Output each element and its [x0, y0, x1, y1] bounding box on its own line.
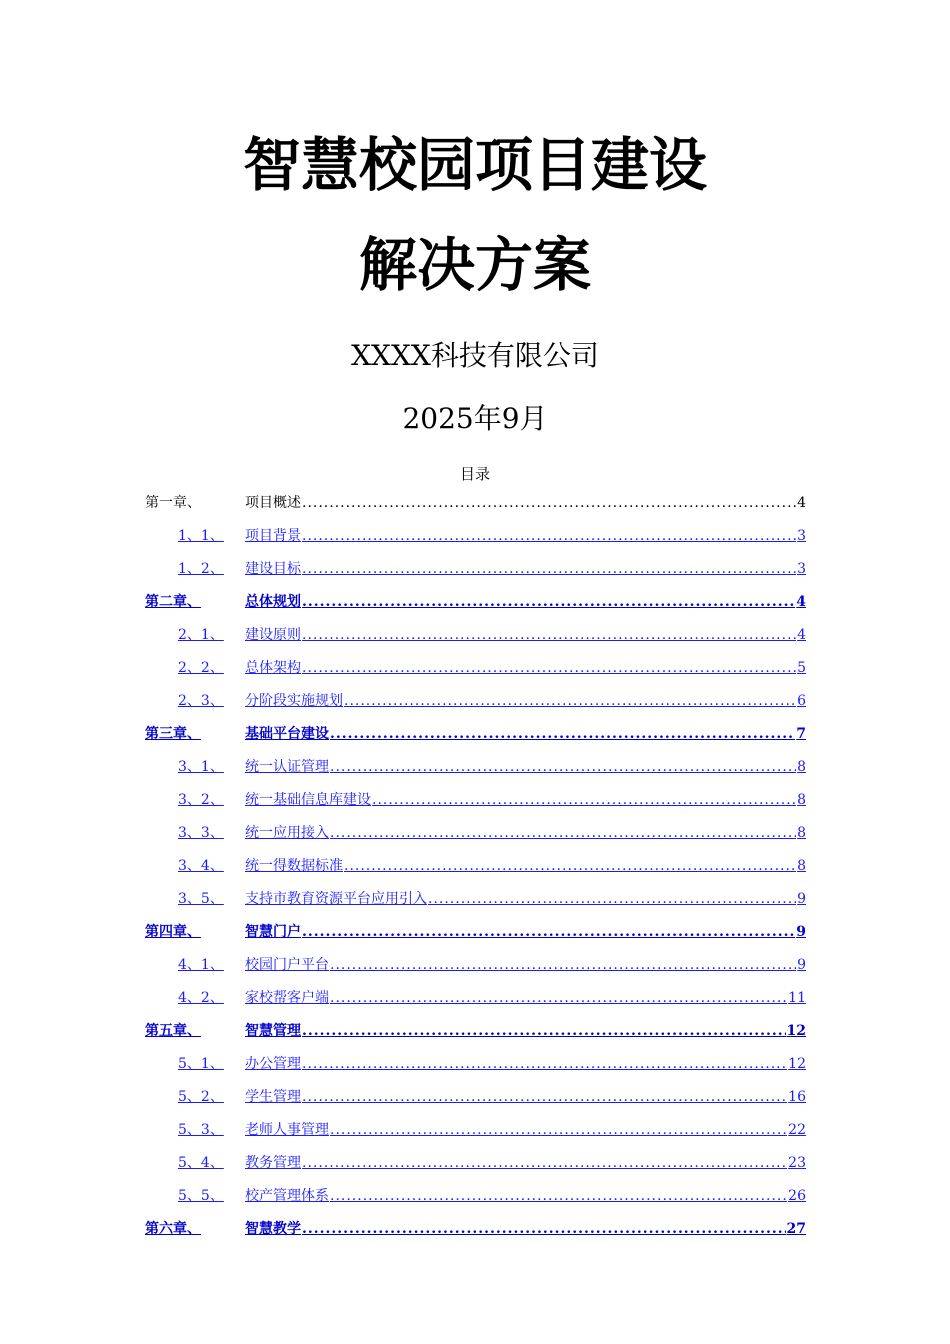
toc-entry-page-number: 6	[797, 693, 806, 709]
toc-section-entry[interactable]	[145, 782, 806, 815]
toc-entry-number: 第六章、	[145, 1221, 201, 1237]
toc-entry-link[interactable]	[178, 624, 806, 644]
toc-entry-page-number: 9	[797, 891, 806, 907]
toc-entry-title: 老师人事管理	[245, 1122, 329, 1138]
toc-dot-leader	[330, 1122, 787, 1138]
toc-entry-number: 2、3、	[178, 693, 224, 709]
toc-entry-page-number: 3	[797, 561, 806, 577]
toc-entry-title: 基础平台建设	[245, 726, 329, 742]
toc-entry-link[interactable]	[178, 690, 806, 710]
toc-section-entry[interactable]	[145, 749, 806, 782]
toc-entry-number: 第五章、	[145, 1023, 201, 1039]
toc-entry-page-number: 8	[797, 858, 806, 874]
toc-entry-number: 2、1、	[178, 627, 224, 643]
toc-entry-title: 统一认证管理	[245, 759, 329, 775]
toc-dot-leader	[330, 1188, 787, 1204]
toc-entry-title: 项目概述	[245, 495, 301, 511]
toc-entry-page-number: 8	[797, 759, 806, 775]
toc-entry-page-number: 12	[786, 1023, 806, 1039]
toc-dot-leader	[330, 759, 796, 775]
toc-chapter-entry	[145, 492, 806, 518]
toc-heading: 目录	[459, 465, 490, 483]
toc-entry-title: 建设目标	[245, 561, 301, 577]
toc-entry-page-number: 22	[788, 1122, 806, 1138]
toc-entry-number: 3、2、	[178, 792, 224, 808]
toc-entry-title: 家校帮客户端	[245, 990, 329, 1006]
toc-dot-leader	[302, 561, 796, 577]
toc-section-entry[interactable]	[145, 518, 806, 551]
toc-entry-title: 学生管理	[245, 1089, 301, 1105]
toc-entry-link[interactable]	[178, 855, 806, 875]
toc-entry-number: 第一章、	[145, 495, 201, 511]
toc-chapter-entry[interactable]	[145, 716, 806, 749]
toc-dot-leader	[302, 528, 796, 544]
toc-section-entry[interactable]	[145, 551, 806, 584]
toc-entry-page-number: 4	[797, 627, 806, 643]
toc-entry-number: 5、3、	[178, 1122, 224, 1138]
toc-dot-leader	[330, 726, 795, 742]
toc-section-entry[interactable]	[145, 1145, 806, 1178]
toc-entry-link[interactable]	[178, 1086, 806, 1106]
toc-entry-title: 智慧门户	[245, 924, 301, 940]
toc-section-entry[interactable]	[145, 980, 806, 1013]
toc-entry-title: 支持市教育资源平台应用引入	[245, 891, 427, 907]
toc-entry-link[interactable]	[178, 756, 806, 776]
toc-entry-title: 总体规划	[245, 594, 301, 610]
document-title-line-1: 智慧校园项目建设	[242, 131, 707, 199]
toc-section-entry[interactable]	[145, 1112, 806, 1145]
toc-entry-link[interactable]	[178, 1119, 806, 1139]
toc-entry-link[interactable]	[178, 558, 806, 578]
toc-entry-number: 1、2、	[178, 561, 224, 577]
toc-dot-leader	[302, 495, 796, 511]
toc-entry-link[interactable]	[145, 1020, 806, 1040]
toc-entry-number: 3、5、	[178, 891, 224, 907]
toc-entry-link[interactable]	[178, 657, 806, 677]
toc-dot-leader	[344, 693, 796, 709]
toc-entry-number: 4、2、	[178, 990, 224, 1006]
toc-dot-leader	[330, 990, 787, 1006]
toc-entry-page-number: 8	[797, 792, 806, 808]
toc-entry-title: 统一得数据标准	[245, 858, 343, 874]
toc-dot-leader	[302, 1155, 787, 1171]
toc-entry-link[interactable]	[178, 888, 806, 908]
toc-entry-title: 统一应用接入	[245, 825, 329, 841]
toc-dot-leader	[302, 627, 796, 643]
toc-dot-leader	[302, 1221, 786, 1237]
toc-section-entry[interactable]	[145, 1079, 806, 1112]
toc-dot-leader	[330, 825, 796, 841]
toc-dot-leader	[428, 891, 796, 907]
toc-dot-leader	[302, 1023, 786, 1039]
toc-entry-title: 项目背景	[245, 528, 301, 544]
toc-entry-title: 校园门户平台	[245, 957, 329, 973]
toc-section-entry[interactable]	[145, 617, 806, 650]
toc-entry-number: 第三章、	[145, 726, 201, 742]
toc-entry-number: 4、1、	[178, 957, 224, 973]
toc-entry-title: 智慧管理	[245, 1023, 301, 1039]
toc-chapter-entry[interactable]	[145, 584, 806, 617]
toc-section-entry[interactable]	[145, 815, 806, 848]
toc-entry-page-number: 4	[797, 495, 806, 511]
toc-dot-leader	[302, 1056, 787, 1072]
toc-entry-title: 总体架构	[245, 660, 301, 676]
toc-entry-page-number: 9	[797, 957, 806, 973]
toc-section-entry[interactable]	[145, 1178, 806, 1211]
toc-dot-leader	[302, 660, 796, 676]
toc-entry-page-number: 5	[797, 660, 806, 676]
toc-entry-page-number: 23	[788, 1155, 806, 1171]
toc-dot-leader	[302, 1089, 787, 1105]
toc-dot-leader	[372, 792, 796, 808]
toc-entry-number: 5、1、	[178, 1056, 224, 1072]
toc-dot-leader	[344, 858, 796, 874]
document-date: 2025年9月	[402, 402, 548, 435]
toc-entry-page-number: 7	[796, 726, 806, 742]
toc-dot-leader	[302, 594, 795, 610]
toc-entry-link[interactable]	[178, 1185, 806, 1205]
toc-entry-link[interactable]	[178, 1053, 806, 1073]
toc-entry-link[interactable]	[178, 789, 806, 809]
toc-entry-link[interactable]	[145, 1218, 806, 1238]
toc-entry-page-number: 12	[788, 1056, 806, 1072]
company-name: XXXX科技有限公司	[351, 339, 599, 372]
toc-entry-number: 2、2、	[178, 660, 224, 676]
document-title-line-2: 解决方案	[358, 231, 591, 299]
toc-entry-page-number: 27	[786, 1221, 806, 1237]
toc-entry-link	[145, 492, 806, 512]
toc-entry-link[interactable]	[145, 591, 806, 611]
toc-chapter-entry[interactable]	[145, 1211, 806, 1244]
toc-entry-number: 5、4、	[178, 1155, 224, 1171]
toc-dot-leader	[330, 957, 796, 973]
toc-entry-number: 第四章、	[145, 924, 201, 940]
toc-entry-page-number: 9	[796, 924, 806, 940]
toc-entry-number: 3、3、	[178, 825, 224, 841]
toc-entry-page-number: 11	[788, 990, 806, 1006]
toc-entry-number: 3、1、	[178, 759, 224, 775]
toc-entry-link[interactable]	[178, 822, 806, 842]
toc-entry-number: 第二章、	[145, 594, 201, 610]
toc-entry-page-number: 16	[788, 1089, 806, 1105]
toc-entry-link[interactable]	[178, 987, 806, 1007]
toc-entry-title: 智慧教学	[245, 1221, 301, 1237]
toc-entry-link[interactable]	[178, 1152, 806, 1172]
toc-entry-link[interactable]	[145, 921, 806, 941]
toc-section-entry[interactable]	[145, 848, 806, 881]
toc-chapter-entry[interactable]	[145, 914, 806, 947]
toc-section-entry[interactable]	[145, 650, 806, 683]
table-of-contents	[145, 492, 806, 1244]
toc-section-entry[interactable]	[145, 1046, 806, 1079]
toc-entry-number: 5、2、	[178, 1089, 224, 1105]
toc-entry-link[interactable]	[145, 723, 806, 743]
toc-section-entry[interactable]	[145, 881, 806, 914]
toc-entry-title: 校产管理体系	[245, 1188, 329, 1204]
toc-entry-link[interactable]	[178, 954, 806, 974]
toc-section-entry[interactable]	[145, 683, 806, 716]
toc-entry-link[interactable]	[178, 525, 806, 545]
toc-chapter-entry[interactable]	[145, 1013, 806, 1046]
toc-section-entry[interactable]	[145, 947, 806, 980]
toc-dot-leader	[302, 924, 795, 940]
toc-entry-title: 分阶段实施规划	[245, 693, 343, 709]
toc-entry-page-number: 8	[797, 825, 806, 841]
toc-entry-page-number: 4	[796, 594, 806, 610]
toc-entry-title: 统一基础信息库建设	[245, 792, 371, 808]
toc-entry-page-number: 3	[797, 528, 806, 544]
toc-entry-page-number: 26	[788, 1188, 806, 1204]
toc-entry-title: 办公管理	[245, 1056, 301, 1072]
toc-entry-number: 3、4、	[178, 858, 224, 874]
toc-entry-title: 建设原则	[245, 627, 301, 643]
toc-entry-title: 教务管理	[245, 1155, 301, 1171]
toc-entry-number: 1、1、	[178, 528, 224, 544]
toc-entry-number: 5、5、	[178, 1188, 224, 1204]
